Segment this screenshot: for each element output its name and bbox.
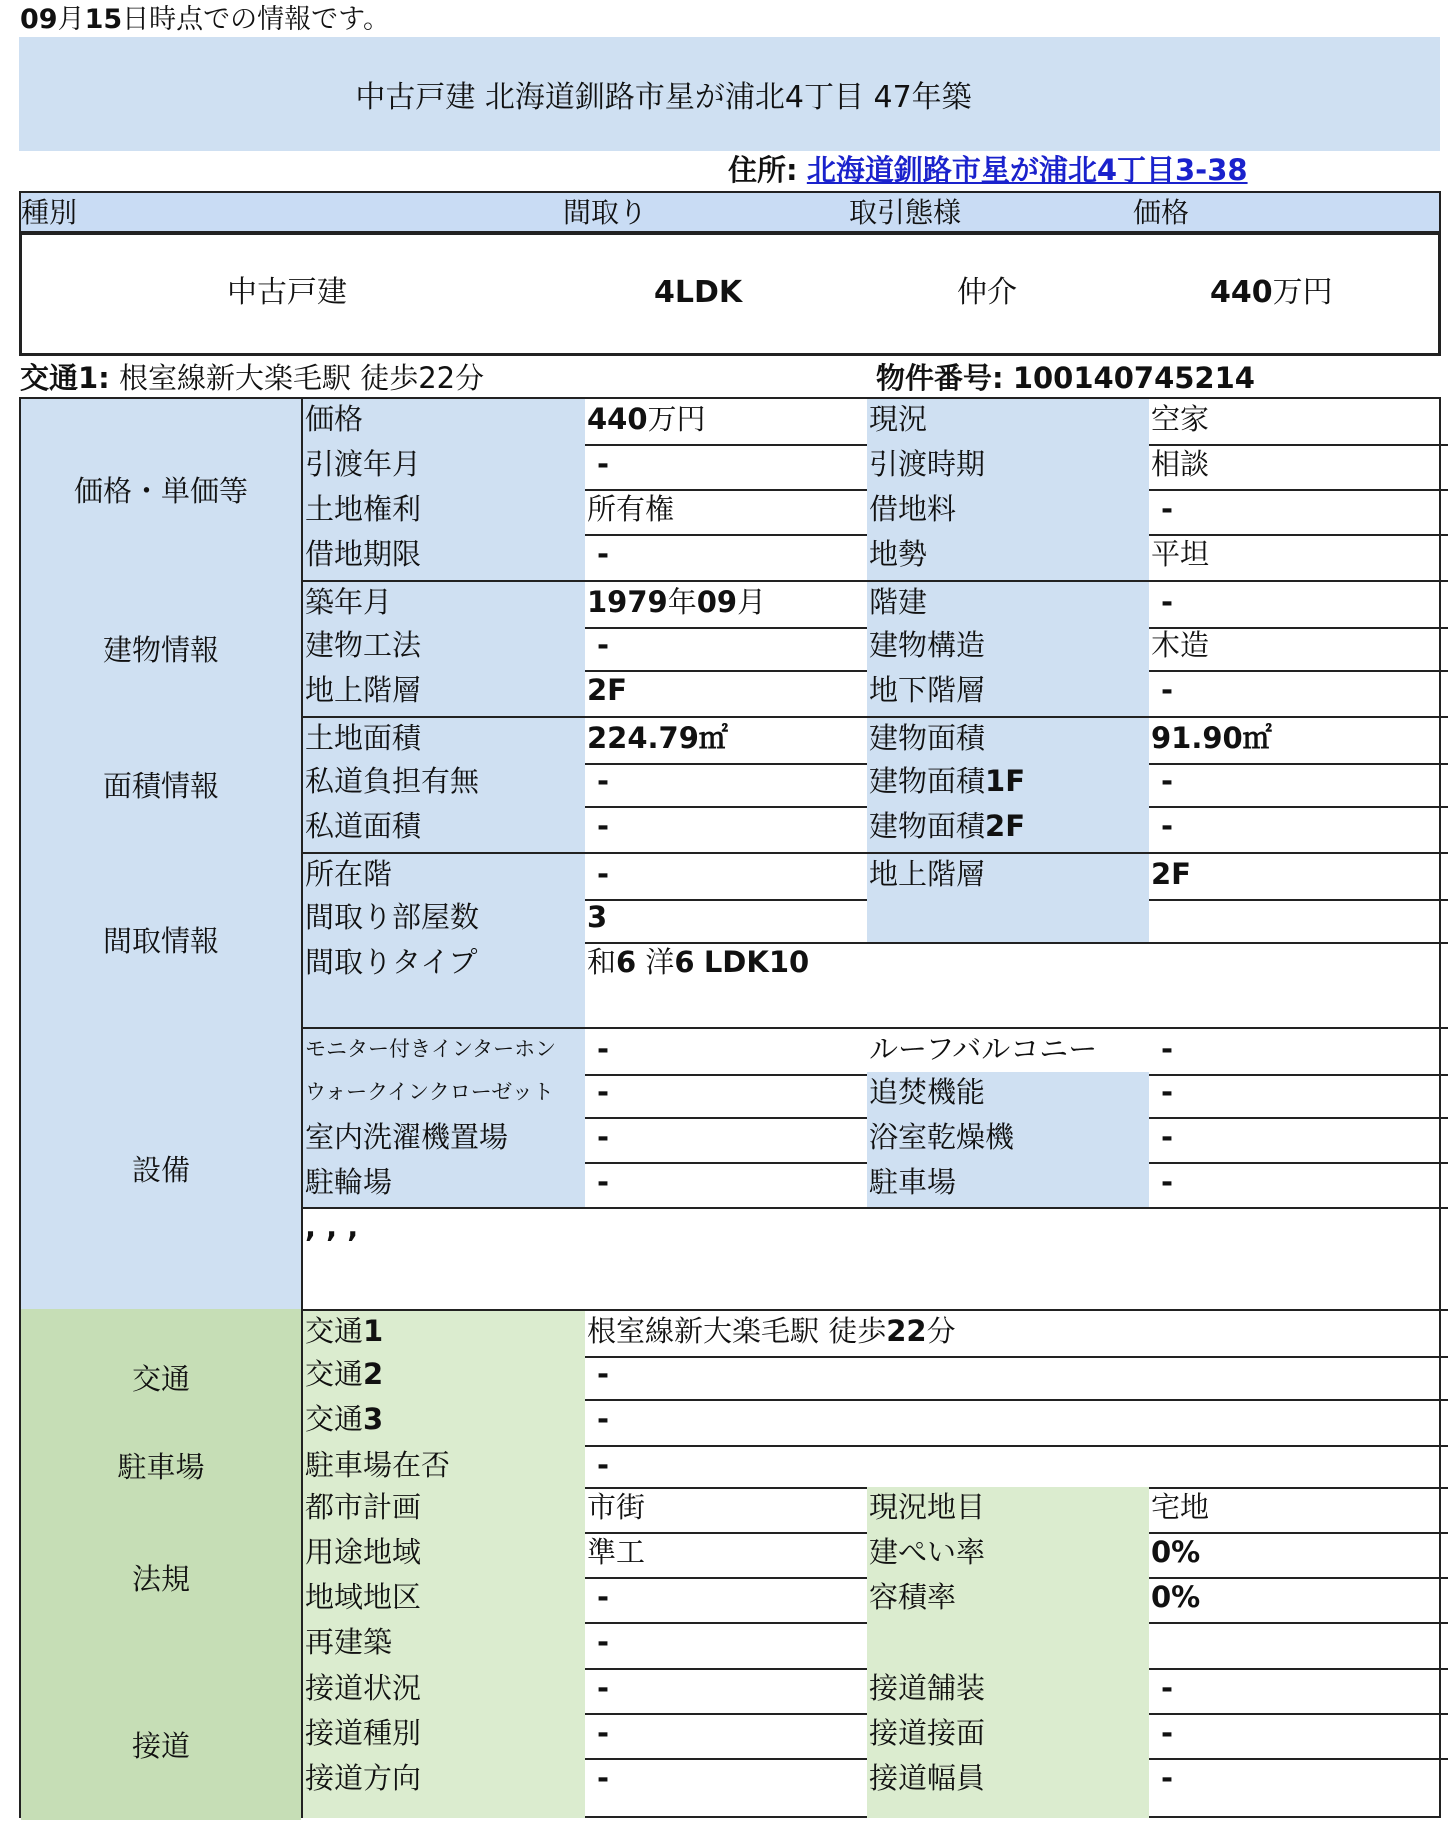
rebuild-label: 再建築 <box>303 1622 585 1668</box>
section-building-title: 建物情報 <box>21 580 301 718</box>
parking-value: - <box>1161 1165 1174 1199</box>
table-row <box>303 1713 1448 1760</box>
coverage-ratio-value: 0% <box>1151 1535 1201 1569</box>
floor-located-label: 所在階 <box>303 854 585 899</box>
structure-value: 木造 <box>1151 628 1210 662</box>
table-row <box>303 1668 1448 1715</box>
roof-balcony-value: - <box>1161 1032 1174 1066</box>
zoning-label: 用途地域 <box>303 1532 585 1577</box>
section-transport-title: 交通 <box>21 1309 301 1447</box>
traffic-line: 交通1: 根室線新大楽毛駅 徒歩22分 <box>20 361 485 395</box>
building-area-value: 91.90㎡ <box>1151 721 1272 755</box>
private-road-area-value: - <box>597 809 610 843</box>
summary-layout-value: 4LDK <box>654 275 743 310</box>
built-date-label: 築年月 <box>303 582 585 627</box>
summary-type-value: 中古戸建 <box>227 275 347 310</box>
private-road-burden-label: 私道負担有無 <box>303 761 585 806</box>
property-title: 中古戸建 北海道釧路市星が浦北4丁目 47年築 <box>355 80 972 115</box>
layout-floors-value: 2F <box>1151 857 1191 891</box>
table-row <box>303 942 1448 1027</box>
layout-floors-label: 地上階層 <box>867 854 1149 899</box>
road-type-value: - <box>597 1716 610 1750</box>
building-area-label: 建物面積 <box>867 718 1149 763</box>
transport-2-value: - <box>597 1357 610 1391</box>
road-direction-label: 接道方向 <box>303 1758 585 1818</box>
district-value: - <box>597 1580 610 1614</box>
parking-label: 駐車場 <box>867 1162 1149 1207</box>
transport-3-label: 交通3 <box>303 1399 585 1445</box>
handover-time-label: 引渡時期 <box>867 444 1149 489</box>
road-frontage-value: - <box>1161 1716 1174 1750</box>
floor-area-ratio-value: 0% <box>1151 1580 1201 1614</box>
table-row <box>303 444 1448 491</box>
address-label: 住所: <box>728 153 798 187</box>
summary-header-type: 種別 <box>21 196 78 229</box>
price-label: 価格 <box>303 399 585 444</box>
table-row <box>303 897 1448 944</box>
section-regulation-title: 法規 <box>21 1487 301 1670</box>
summary-header-deal: 取引態様 <box>849 196 962 229</box>
handover-time-value: 相談 <box>1151 447 1210 481</box>
summary-values <box>19 232 1441 356</box>
terrain-label: 地勢 <box>867 534 1149 580</box>
table-row <box>303 1309 1448 1358</box>
floors-label: 階建 <box>867 582 1149 627</box>
detail-table <box>19 397 1441 1818</box>
walk-in-closet-label: ウォークインクローゼット <box>303 1072 585 1117</box>
city-planning-label: 都市計画 <box>303 1487 585 1532</box>
road-width-value: - <box>1161 1761 1174 1795</box>
table-row <box>303 1162 1448 1209</box>
land-right-label: 土地権利 <box>303 489 585 534</box>
walk-in-closet-value: - <box>597 1075 610 1109</box>
table-row <box>303 670 1448 716</box>
intercom-label: モニター付きインターホン <box>303 1029 585 1074</box>
summary-price-value: 440万円 <box>1210 275 1333 310</box>
table-row <box>303 761 1448 808</box>
structure-label: 建物構造 <box>867 625 1149 670</box>
room-count-value: 3 <box>587 900 608 934</box>
table-row <box>303 1027 1448 1076</box>
property-number: 物件番号: 100140745214 <box>876 361 1255 395</box>
road-paving-label: 接道舗装 <box>867 1668 1149 1713</box>
rebuild-value: - <box>597 1625 610 1659</box>
transport-3-value: - <box>597 1402 610 1436</box>
status-label: 現況 <box>867 399 1149 444</box>
section-road-title: 接道 <box>21 1668 301 1820</box>
parking-availability-label: 駐車場在否 <box>303 1445 585 1487</box>
table-row <box>303 534 1448 580</box>
land-area-value: 224.79㎡ <box>587 721 728 755</box>
intercom-value: - <box>597 1032 610 1066</box>
empty-cell <box>867 897 1149 942</box>
road-frontage-label: 接道接面 <box>867 1713 1149 1758</box>
land-category-value: 宅地 <box>1151 1490 1210 1524</box>
table-row <box>303 1532 1448 1579</box>
road-status-label: 接道状況 <box>303 1668 585 1713</box>
transport-1-value: 根室線新大楽毛駅 徒歩22分 <box>587 1314 956 1348</box>
summary-header-layout: 間取り <box>563 196 648 229</box>
parking-availability-value: - <box>597 1448 610 1482</box>
table-row <box>303 625 1448 672</box>
property-title-band <box>19 37 1440 151</box>
layout-type-label: 間取りタイプ <box>303 942 585 1027</box>
section-parking-title: 駐車場 <box>21 1445 301 1489</box>
table-row <box>303 1399 1448 1447</box>
terrain-value: 平坦 <box>1151 537 1210 571</box>
price-value: 440万円 <box>587 402 706 436</box>
private-road-area-label: 私道面積 <box>303 806 585 852</box>
section-area-title: 面積情報 <box>21 716 301 854</box>
reheating-label: 追焚機能 <box>867 1072 1149 1117</box>
table-row <box>303 806 1448 852</box>
layout-type-value: 和6 洋6 LDK10 <box>587 945 810 979</box>
section-equipment-title: 設備 <box>21 1027 301 1311</box>
table-row <box>303 1354 1448 1401</box>
floor-located-value: - <box>597 857 610 891</box>
washer-space-value: - <box>597 1120 610 1154</box>
reheating-value: - <box>1161 1075 1174 1109</box>
lease-term-label: 借地期限 <box>303 534 585 580</box>
bathroom-dryer-value: - <box>1161 1120 1174 1154</box>
table-row <box>303 1117 1448 1164</box>
zoning-value: 準工 <box>587 1535 646 1569</box>
table-row <box>303 399 1448 446</box>
transport-1-label: 交通1 <box>303 1311 585 1356</box>
building-area-1f-value: - <box>1161 764 1174 798</box>
empty-cell <box>1149 1622 1448 1668</box>
empty-cell <box>867 1622 1149 1668</box>
floor-area-ratio-label: 容積率 <box>867 1577 1149 1622</box>
status-value: 空家 <box>1151 402 1210 436</box>
district-label: 地域地区 <box>303 1577 585 1622</box>
bathroom-dryer-label: 浴室乾燥機 <box>867 1117 1149 1162</box>
handover-month-label: 引渡年月 <box>303 444 585 489</box>
building-area-2f-label: 建物面積2F <box>867 806 1149 852</box>
bicycle-parking-label: 駐輪場 <box>303 1162 585 1207</box>
table-row <box>303 489 1448 536</box>
table-row <box>303 1758 1448 1818</box>
floors-value: - <box>1161 585 1174 619</box>
land-right-value: 所有権 <box>587 492 675 526</box>
city-planning-value: 市街 <box>587 1490 646 1524</box>
table-row <box>303 1072 1448 1119</box>
table-row <box>303 1487 1448 1534</box>
above-ground-floors-label: 地上階層 <box>303 670 585 716</box>
above-ground-floors-value: 2F <box>587 673 627 707</box>
basement-floors-value: - <box>1161 673 1174 707</box>
table-row <box>303 580 1448 629</box>
coverage-ratio-label: 建ぺい率 <box>867 1532 1149 1577</box>
bicycle-parking-value: - <box>597 1165 610 1199</box>
table-row <box>303 1445 1448 1489</box>
construction-method-label: 建物工法 <box>303 625 585 670</box>
table-row <box>303 852 1448 901</box>
summary-header-price: 価格 <box>1133 196 1190 229</box>
road-paving-value: - <box>1161 1671 1174 1705</box>
handover-month-value: - <box>597 447 610 481</box>
road-width-label: 接道幅員 <box>867 1758 1149 1818</box>
land-rent-label: 借地料 <box>867 489 1149 534</box>
section-price-title: 価格・単価等 <box>21 399 301 582</box>
road-direction-value: - <box>597 1761 610 1795</box>
table-row <box>303 716 1448 765</box>
summary-header <box>19 191 1441 233</box>
basement-floors-label: 地下階層 <box>867 670 1149 716</box>
address-link[interactable]: 北海道釧路市星が浦北4丁目3-38 <box>806 153 1248 187</box>
equipment-notes: , , , <box>305 1210 359 1244</box>
section-layout-title: 間取情報 <box>21 852 301 1029</box>
roof-balcony-label: ルーフバルコニー <box>869 1032 1098 1066</box>
table-row <box>303 1622 1448 1670</box>
road-type-label: 接道種別 <box>303 1713 585 1758</box>
washer-space-label: 室内洗濯機置場 <box>303 1117 585 1162</box>
land-category-label: 現況地目 <box>867 1487 1149 1532</box>
table-row <box>303 1577 1448 1624</box>
info-date: 09月15日時点での情報です。 <box>20 4 390 35</box>
land-area-label: 土地面積 <box>303 718 585 763</box>
built-date-value: 1979年09月 <box>587 585 767 619</box>
lease-term-value: - <box>597 537 610 571</box>
building-area-1f-label: 建物面積1F <box>867 761 1149 806</box>
land-rent-value: - <box>1161 492 1174 526</box>
private-road-burden-value: - <box>597 764 610 798</box>
empty-cell <box>1149 897 1448 942</box>
transport-2-label: 交通2 <box>303 1354 585 1399</box>
table-row <box>303 1207 1448 1309</box>
summary-deal-value: 仲介 <box>957 275 1017 310</box>
building-area-2f-value: - <box>1161 809 1174 843</box>
construction-method-value: - <box>597 628 610 662</box>
road-status-value: - <box>597 1671 610 1705</box>
address-line <box>728 152 1248 188</box>
room-count-label: 間取り部屋数 <box>303 897 585 942</box>
